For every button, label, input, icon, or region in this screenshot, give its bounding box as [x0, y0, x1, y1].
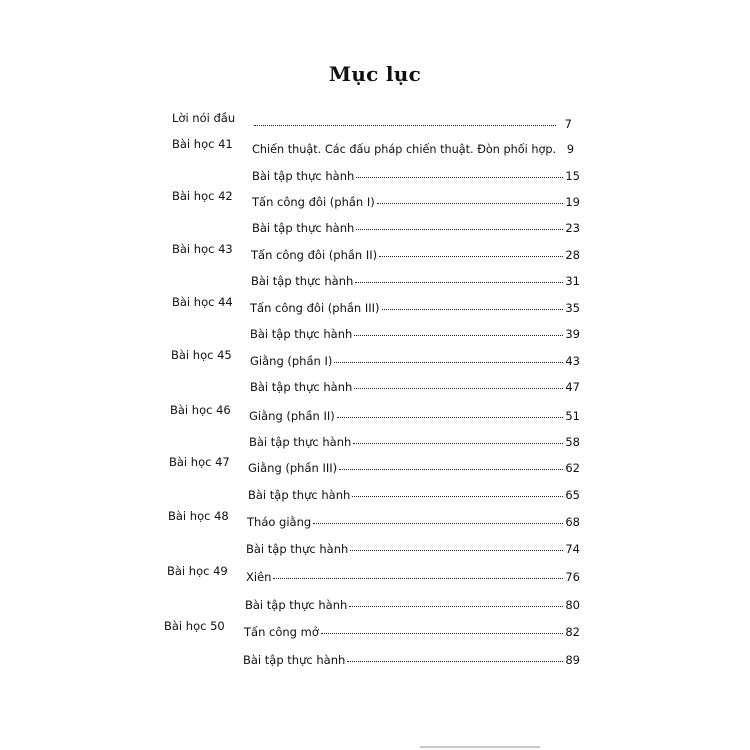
page-number: 62: [565, 461, 580, 475]
entry-title: Tấn công đôi (phần I): [252, 195, 375, 209]
toc-row: [0, 163, 750, 183]
page-number: 68: [565, 515, 580, 529]
toc-entry[interactable]: [251, 248, 580, 262]
toc-entry[interactable]: [252, 117, 572, 131]
page-number: 39: [565, 327, 580, 341]
lesson-label: Bài học 50: [164, 619, 225, 633]
page-number: 58: [565, 435, 580, 449]
entry-title: Giằng (phần III): [248, 461, 338, 475]
page-number: 65: [565, 488, 580, 502]
toc-row: [0, 592, 750, 612]
dot-leader: [382, 309, 564, 310]
lesson-label: Bài học 46: [170, 403, 231, 417]
toc-entry[interactable]: [246, 570, 580, 584]
page-edge-line: [420, 746, 540, 748]
entry-title: Bài tập thực hành: [243, 653, 346, 667]
dot-leader: [352, 496, 563, 497]
dot-leader: [334, 362, 563, 363]
toc-row: [0, 455, 750, 475]
toc-row: [0, 564, 750, 584]
page-number: 47: [565, 380, 580, 394]
page-number: 35: [565, 301, 580, 315]
toc-entry[interactable]: [249, 409, 580, 423]
toc-entry[interactable]: [250, 380, 580, 394]
toc-row: [0, 647, 750, 667]
toc-entry[interactable]: [247, 515, 580, 529]
toc-row: [0, 215, 750, 235]
toc-row: [0, 619, 750, 639]
toc-entry[interactable]: [248, 461, 580, 475]
page-number: 76: [565, 570, 580, 584]
entry-title: Xiên: [246, 570, 272, 584]
entry-title: Bài tập thực hành: [250, 380, 353, 394]
toc-row: [0, 403, 750, 423]
toc-row: [0, 111, 750, 131]
toc-row: [0, 189, 750, 209]
toc-entry[interactable]: [250, 327, 580, 341]
entry-title: Giằng (phần I): [250, 354, 333, 368]
dot-leader: [355, 282, 563, 283]
toc-row: [0, 137, 750, 157]
toc-entry[interactable]: [245, 598, 580, 612]
toc-entry[interactable]: [251, 274, 580, 288]
toc-row: [0, 536, 750, 556]
dot-leader: [354, 335, 563, 336]
toc-row: [0, 242, 750, 262]
page-number: 89: [565, 653, 580, 667]
toc-row: [0, 348, 750, 368]
entry-title: Bài tập thực hành: [249, 435, 352, 449]
toc-row: [0, 321, 750, 341]
dot-leader: [353, 443, 563, 444]
dot-leader: [379, 256, 563, 257]
toc-entry[interactable]: [248, 488, 580, 502]
dot-leader: [356, 177, 563, 178]
page-number: 23: [565, 221, 580, 235]
toc-row: [0, 295, 750, 315]
lesson-label: Bài học 42: [172, 189, 233, 203]
page-number: 51: [565, 409, 580, 423]
entry-title: Bài tập thực hành: [252, 169, 355, 183]
page-number: 80: [565, 598, 580, 612]
lesson-label: Bài học 48: [168, 509, 229, 523]
toc-row: [0, 429, 750, 449]
toc-row: [0, 482, 750, 502]
toc-row: [0, 268, 750, 288]
page-number: 43: [565, 354, 580, 368]
toc-entry[interactable]: [252, 195, 580, 209]
dot-leader: [337, 417, 564, 418]
lesson-label: Bài học 43: [172, 242, 233, 256]
lesson-label: Bài học 45: [171, 348, 232, 362]
toc-entry[interactable]: [243, 653, 580, 667]
lesson-label: Bài học 49: [167, 564, 228, 578]
entry-title: Bài tập thực hành: [252, 221, 355, 235]
entry-title: Tấn công đôi (phần III): [250, 301, 380, 315]
toc-entry[interactable]: [249, 435, 580, 449]
entry-title: Bài tập thực hành: [248, 488, 351, 502]
dot-leader: [347, 661, 563, 662]
entry-title: Giằng (phần II): [249, 409, 335, 423]
lesson-label: Lời nói đầu: [172, 111, 236, 125]
lesson-label: Bài học 44: [172, 295, 233, 309]
dot-leader: [254, 125, 556, 126]
page-number: 19: [565, 195, 580, 209]
entry-title: Bài tập thực hành: [250, 327, 353, 341]
page-number: 15: [565, 169, 580, 183]
page-title: Mục lục: [328, 62, 422, 86]
dot-leader: [273, 578, 563, 579]
dot-leader: [350, 550, 563, 551]
toc-entry[interactable]: [252, 221, 580, 235]
dot-leader: [354, 388, 563, 389]
toc-row: [0, 509, 750, 529]
toc-entry[interactable]: [252, 143, 573, 156]
entry-title: Bài tập thực hành: [251, 274, 354, 288]
dot-leader: [313, 523, 563, 524]
page-number: 74: [565, 542, 580, 556]
page-number: 31: [565, 274, 580, 288]
entry-title: Bài tập thực hành: [245, 598, 348, 612]
page-number: 28: [565, 248, 580, 262]
dot-leader: [339, 469, 563, 470]
toc-entry[interactable]: [246, 542, 580, 556]
toc-row: [0, 374, 750, 394]
page-number: 82: [565, 625, 580, 639]
dot-leader: [321, 633, 564, 634]
page-number: 7: [564, 117, 572, 131]
dot-leader: [377, 203, 564, 204]
entry-title: Bài tập thực hành: [246, 542, 349, 556]
dot-leader: [356, 229, 563, 230]
dot-leader: [349, 606, 563, 607]
lesson-label: Bài học 41: [172, 137, 233, 151]
toc-entry[interactable]: [252, 169, 580, 183]
lesson-label: Bài học 47: [169, 455, 230, 469]
toc-entry[interactable]: [250, 354, 580, 368]
entry-title: Tấn công đôi (phần II): [251, 248, 378, 262]
entry-title: Tháo giằng: [247, 515, 312, 529]
entry-title: Tấn công mở: [244, 625, 319, 639]
entry-title: Chiến thuật. Các đấu pháp chiến thuật. Đòn phối hợp.: [252, 143, 557, 156]
page-number: 9: [566, 143, 575, 156]
toc-entry[interactable]: [250, 301, 580, 315]
toc-entry[interactable]: [244, 625, 580, 639]
